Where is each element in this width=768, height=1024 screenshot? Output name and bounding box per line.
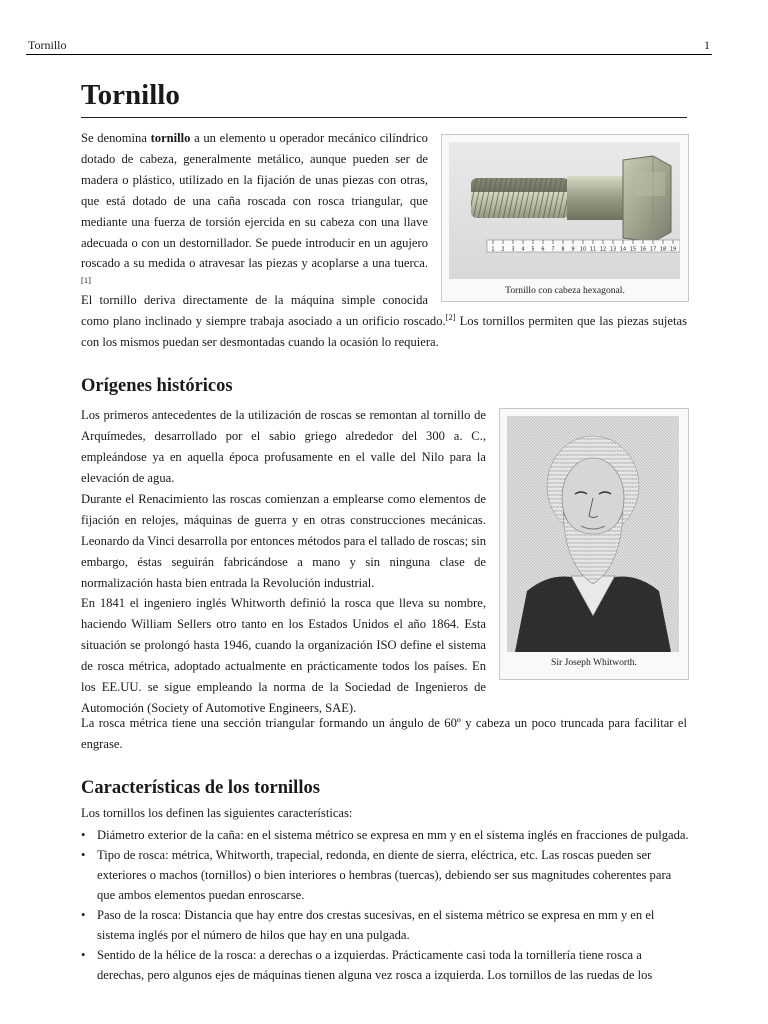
bullet-icon: • [81, 828, 86, 842]
origins-paragraph-4: La rosca métrica tiene una sección triangular formando un ángulo de 60º y cabeza un poco truncada para facilitar el engrase. [81, 716, 687, 751]
bolt-figure-caption: Tornillo con cabeza hexagonal. [505, 285, 625, 296]
list-item-text: Diámetro exterior de la caña: en el sistema métrico se expresa en mm y en el sistema inglés en fracciones de pulgada. [97, 828, 689, 842]
hex-bolt-illustration [449, 142, 680, 279]
ruler-number: 16 [639, 246, 647, 253]
ruler-number: 13 [609, 246, 617, 253]
ruler-number: 19 [669, 246, 677, 253]
reference-1-link[interactable]: [1] [81, 275, 91, 286]
bullet-icon: • [81, 948, 86, 962]
bolt-image[interactable] [449, 142, 680, 279]
list-item-text: Tipo de rosca: métrica, Whitworth, trapecial, redonda, en diente de sierra, eléctrica, etc. Las roscas pueden ser exteriores o machos (tornillos) o bien interiores o hembras (tuercas), debiendo ser sus magnitudes coherentes para que ambos elementos puedan enroscarse. [97, 848, 672, 902]
list-item [81, 845, 691, 905]
intro-p2-text: como plano inclinado y siempre trabaja asociado a un orificio roscado. [81, 314, 446, 328]
bolt-figure [441, 134, 689, 302]
list-item [81, 825, 691, 845]
ruler-number: 2 [501, 246, 505, 253]
intro-paragraph-1 [81, 128, 428, 295]
intro-text-start: Se denomina [81, 131, 151, 145]
origins-paragraph-3: En 1841 el ingeniero inglés Whitworth definió la rosca que lleva su nombre, haciendo William Sellers otro tanto en los Estados Unidos el año 1864. Esta situación se prolongó hasta 1946, cuando la organización ISO define el sistema de rosca métrica, adoptado actualmente en prácticamente todos los países. En los EE.UU. se sigue empleando la norma de la Sociedad de Ingenieros de Automoción (Society of Automotive Engineers, SAE). [81, 596, 486, 715]
ruler-number: 12 [599, 246, 607, 253]
ruler-number: 7 [551, 246, 555, 253]
running-title: Tornillo [28, 38, 67, 52]
ruler-number: 8 [561, 246, 565, 253]
intro-text-rest: a un elemento u operador mecánico cilíndrico dotado de cabeza, generalmente metálico, aunque pueden ser de madera o plástico, utilizado en la fijación de unas piezas con otras, que está dotado de una caña roscada con rosca triangular, que mediante una fuerza de torsión ejercida en su cabeza con una llave adecuada o con un destornillador. Se puede introducir en un agujero roscado a su medida o atravesar las piezas y acoplarse a una tuerca. [81, 131, 428, 271]
running-header [26, 36, 712, 55]
section-heading-characteristics: Características de los tornillos [81, 778, 320, 798]
list-item-text: Sentido de la hélice de la rosca: a derechas o a izquierdas. Prácticamente casi toda la tornillería tiene rosca a derechas, pero algunos ejes de máquinas tienen alguna vez rosca a izquierda. Los tornillos de las ruedas de los [97, 948, 653, 982]
ruler-number: 3 [511, 246, 515, 253]
bold-term-tornillo: tornillo [150, 131, 191, 145]
ruler-number: 6 [541, 246, 545, 253]
portrait-illustration [507, 416, 679, 652]
reference-2-link[interactable]: [2] [445, 312, 456, 322]
page-title: Tornillo [81, 76, 687, 118]
section-heading-origins: Orígenes históricos [81, 376, 233, 396]
portrait-figure-caption: Sir Joseph Whitworth. [551, 657, 637, 668]
ruler-number: 11 [589, 246, 597, 253]
ruler-number: 14 [619, 246, 627, 253]
ruler-number: 15 [629, 246, 637, 253]
portrait-figure [499, 408, 689, 680]
intro-paragraph-2-continuation [81, 311, 687, 353]
intro-paragraph-2-line-1: El tornillo deriva directamente de la máquina simple conocida [81, 293, 428, 307]
bullet-icon: • [81, 848, 86, 862]
origins-paragraph-2: Durante el Renacimiento las roscas comienzan a emplearse como elementos de fijación en relojes, máquinas de guerra y en otras construcciones mecánicas. Leonardo da Vinci desarrolla por entonces métodos para el tallado de roscas; sin embargo, éstas seguirán fabricándose a mano y sin ninguna clase de normalización hasta bien entrada la Revolución industrial. [81, 492, 486, 590]
bullet-icon: • [81, 908, 86, 922]
list-item [81, 905, 691, 945]
ruler-number: 9 [571, 246, 575, 253]
origins-paragraph-1: Los primeros antecedentes de la utilización de roscas se remontan al tornillo de Arquímedes, desarrollado por el sabio griego alrededor del 300 a. C., empleándose ya en aquella época profusamente en el valle del Nilo para la elevación de agua. [81, 408, 486, 485]
list-item-text: Paso de la rosca: Distancia que hay entre dos crestas sucesivas, en el sistema métrico se expresa en mm y en el sistema inglés por el número de hilos que hay en una pulgada. [97, 908, 655, 942]
list-item [81, 945, 691, 985]
ruler-number: 5 [531, 246, 535, 253]
ruler-number: 17 [649, 246, 657, 253]
intro-p2-text-after: Los tornillos permiten que las piezas sujetas con los mismos puedan ser desmontadas cuando la ocasión lo requiera. [81, 314, 687, 349]
ruler-number: 4 [521, 246, 525, 253]
whitworth-portrait[interactable] [507, 416, 679, 652]
characteristics-list [81, 825, 691, 985]
ruler-number: 18 [659, 246, 667, 253]
ruler-number: 10 [579, 246, 587, 253]
characteristics-intro: Los tornillos los definen las siguientes características: [81, 806, 353, 820]
page-number: 1 [704, 38, 710, 52]
ruler-number: 1 [491, 246, 495, 253]
